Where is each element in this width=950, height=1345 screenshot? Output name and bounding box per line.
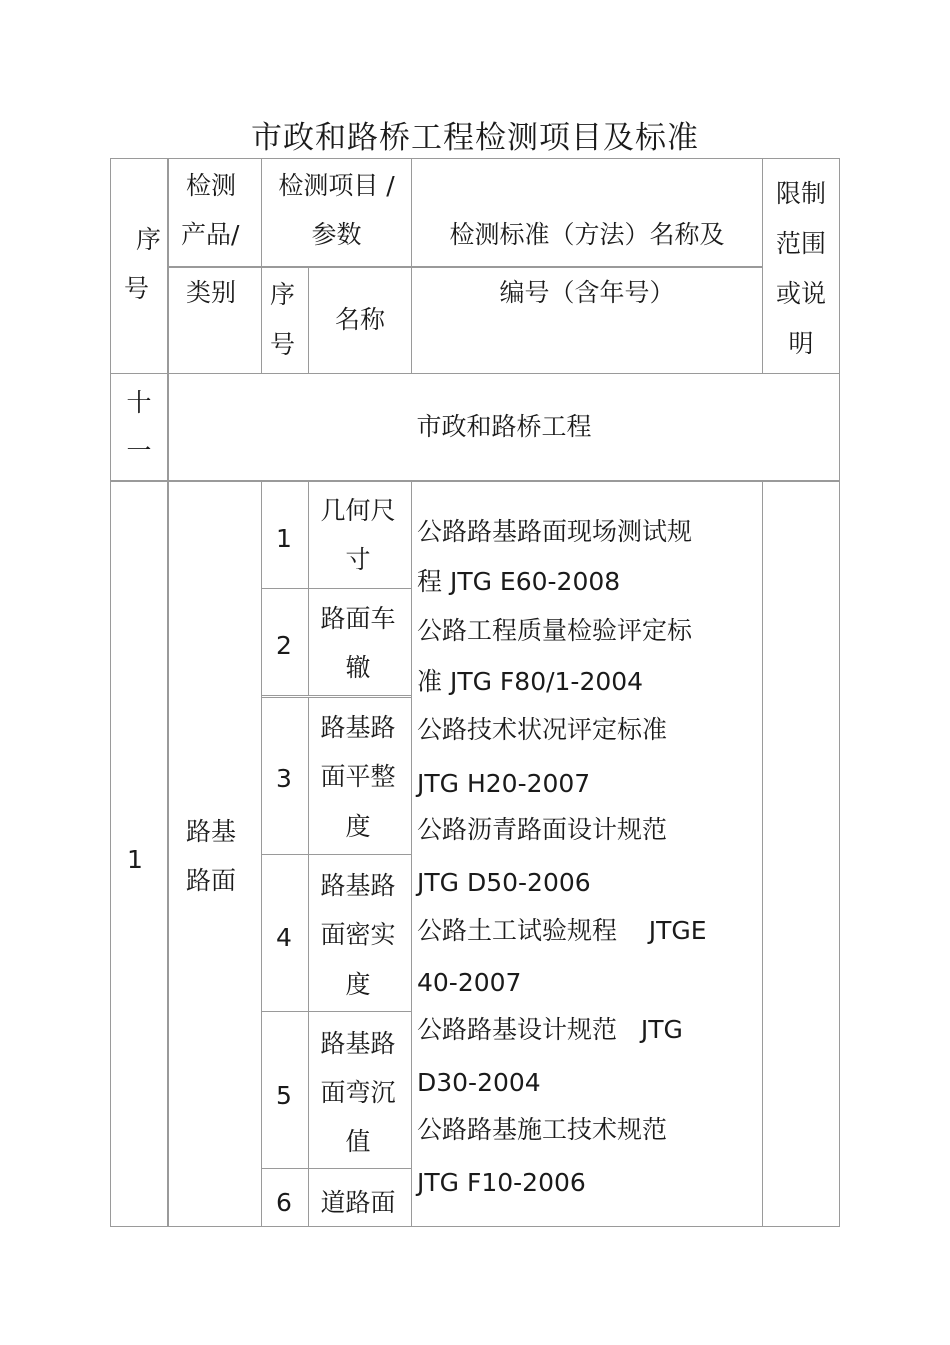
item-name-line: 路面车 bbox=[320, 604, 396, 633]
item-no: 3 bbox=[276, 764, 292, 793]
item-name-line: 路基路 bbox=[320, 1029, 396, 1058]
header-subname: 名称 bbox=[334, 305, 385, 334]
header-standard-2: 编号（含年号） bbox=[499, 278, 675, 307]
item-name-line: 辙 bbox=[345, 653, 371, 682]
header-product-1: 检测 bbox=[186, 171, 237, 200]
header-subseq-2: 号 bbox=[270, 330, 296, 359]
item-no: 6 bbox=[276, 1188, 292, 1217]
item-name-line: 寸 bbox=[345, 545, 371, 574]
item-name-line: 几何尺 bbox=[320, 496, 396, 525]
header-limit-4: 明 bbox=[788, 329, 814, 358]
section-num-1: 十 bbox=[126, 388, 152, 417]
item-name-line: 道路面 bbox=[320, 1188, 396, 1217]
standard-line: JTG F10-2006 bbox=[417, 1168, 586, 1197]
item-name-line: 度 bbox=[345, 812, 371, 841]
header-seq-2: 号 bbox=[124, 274, 150, 303]
row-product-2: 路面 bbox=[186, 866, 237, 895]
header-item-1: 检测项目 / bbox=[278, 171, 395, 200]
standard-line: 公路技术状况评定标准 bbox=[417, 715, 668, 744]
standard-line: 公路沥青路面设计规范 bbox=[417, 815, 668, 844]
standard-line: 准 JTG F80/1-2004 bbox=[417, 667, 644, 696]
item-no: 4 bbox=[276, 923, 292, 952]
standard-line: 公路土工试验规程 JTGE bbox=[417, 916, 707, 945]
item-name-line: 路基路 bbox=[320, 713, 396, 742]
header-seq-1: 序 bbox=[136, 225, 162, 254]
standard-line: 公路路基施工技术规范 bbox=[417, 1115, 668, 1144]
item-name-line: 度 bbox=[345, 970, 371, 999]
section-name: 市政和路桥工程 bbox=[416, 412, 592, 441]
header-item-2: 参数 bbox=[311, 220, 362, 249]
header-product-3: 类别 bbox=[186, 278, 237, 307]
standard-line: 公路工程质量检验评定标 bbox=[417, 616, 693, 645]
standard-line: 公路路基路面现场测试规 bbox=[417, 517, 693, 546]
item-name-line: 路基路 bbox=[320, 871, 396, 900]
section-num-2: 一 bbox=[126, 436, 152, 465]
standard-line: JTG H20-2007 bbox=[417, 769, 591, 798]
header-standard-1: 检测标准（方法）名称及 bbox=[449, 220, 725, 249]
page-title: 市政和路桥工程检测项目及标准 bbox=[251, 120, 699, 156]
item-no: 2 bbox=[276, 631, 292, 660]
standard-line: 40-2007 bbox=[417, 968, 522, 997]
header-limit-2: 范围 bbox=[775, 229, 826, 258]
standard-line: 公路路基设计规范 JTG bbox=[417, 1015, 683, 1044]
item-name-line: 面平整 bbox=[320, 762, 396, 791]
standard-line: JTG D50-2006 bbox=[417, 868, 591, 897]
row-product-1: 路基 bbox=[186, 817, 237, 846]
row-seq: 1 bbox=[127, 845, 143, 874]
item-no: 1 bbox=[276, 524, 292, 553]
item-no: 5 bbox=[276, 1081, 292, 1110]
header-product-2: 产品/ bbox=[181, 220, 240, 249]
header-subseq-1: 序 bbox=[270, 280, 296, 309]
header-limit-1: 限制 bbox=[775, 179, 826, 208]
item-name-line: 值 bbox=[345, 1127, 371, 1156]
standard-line: D30-2004 bbox=[417, 1068, 541, 1097]
row-limit-cell bbox=[762, 481, 840, 1227]
header-limit-3: 或说 bbox=[775, 279, 826, 308]
item-name-line: 面弯沉 bbox=[320, 1078, 396, 1107]
standard-line: 程 JTG E60-2008 bbox=[417, 567, 621, 596]
item-name-line: 面密实 bbox=[320, 920, 396, 949]
